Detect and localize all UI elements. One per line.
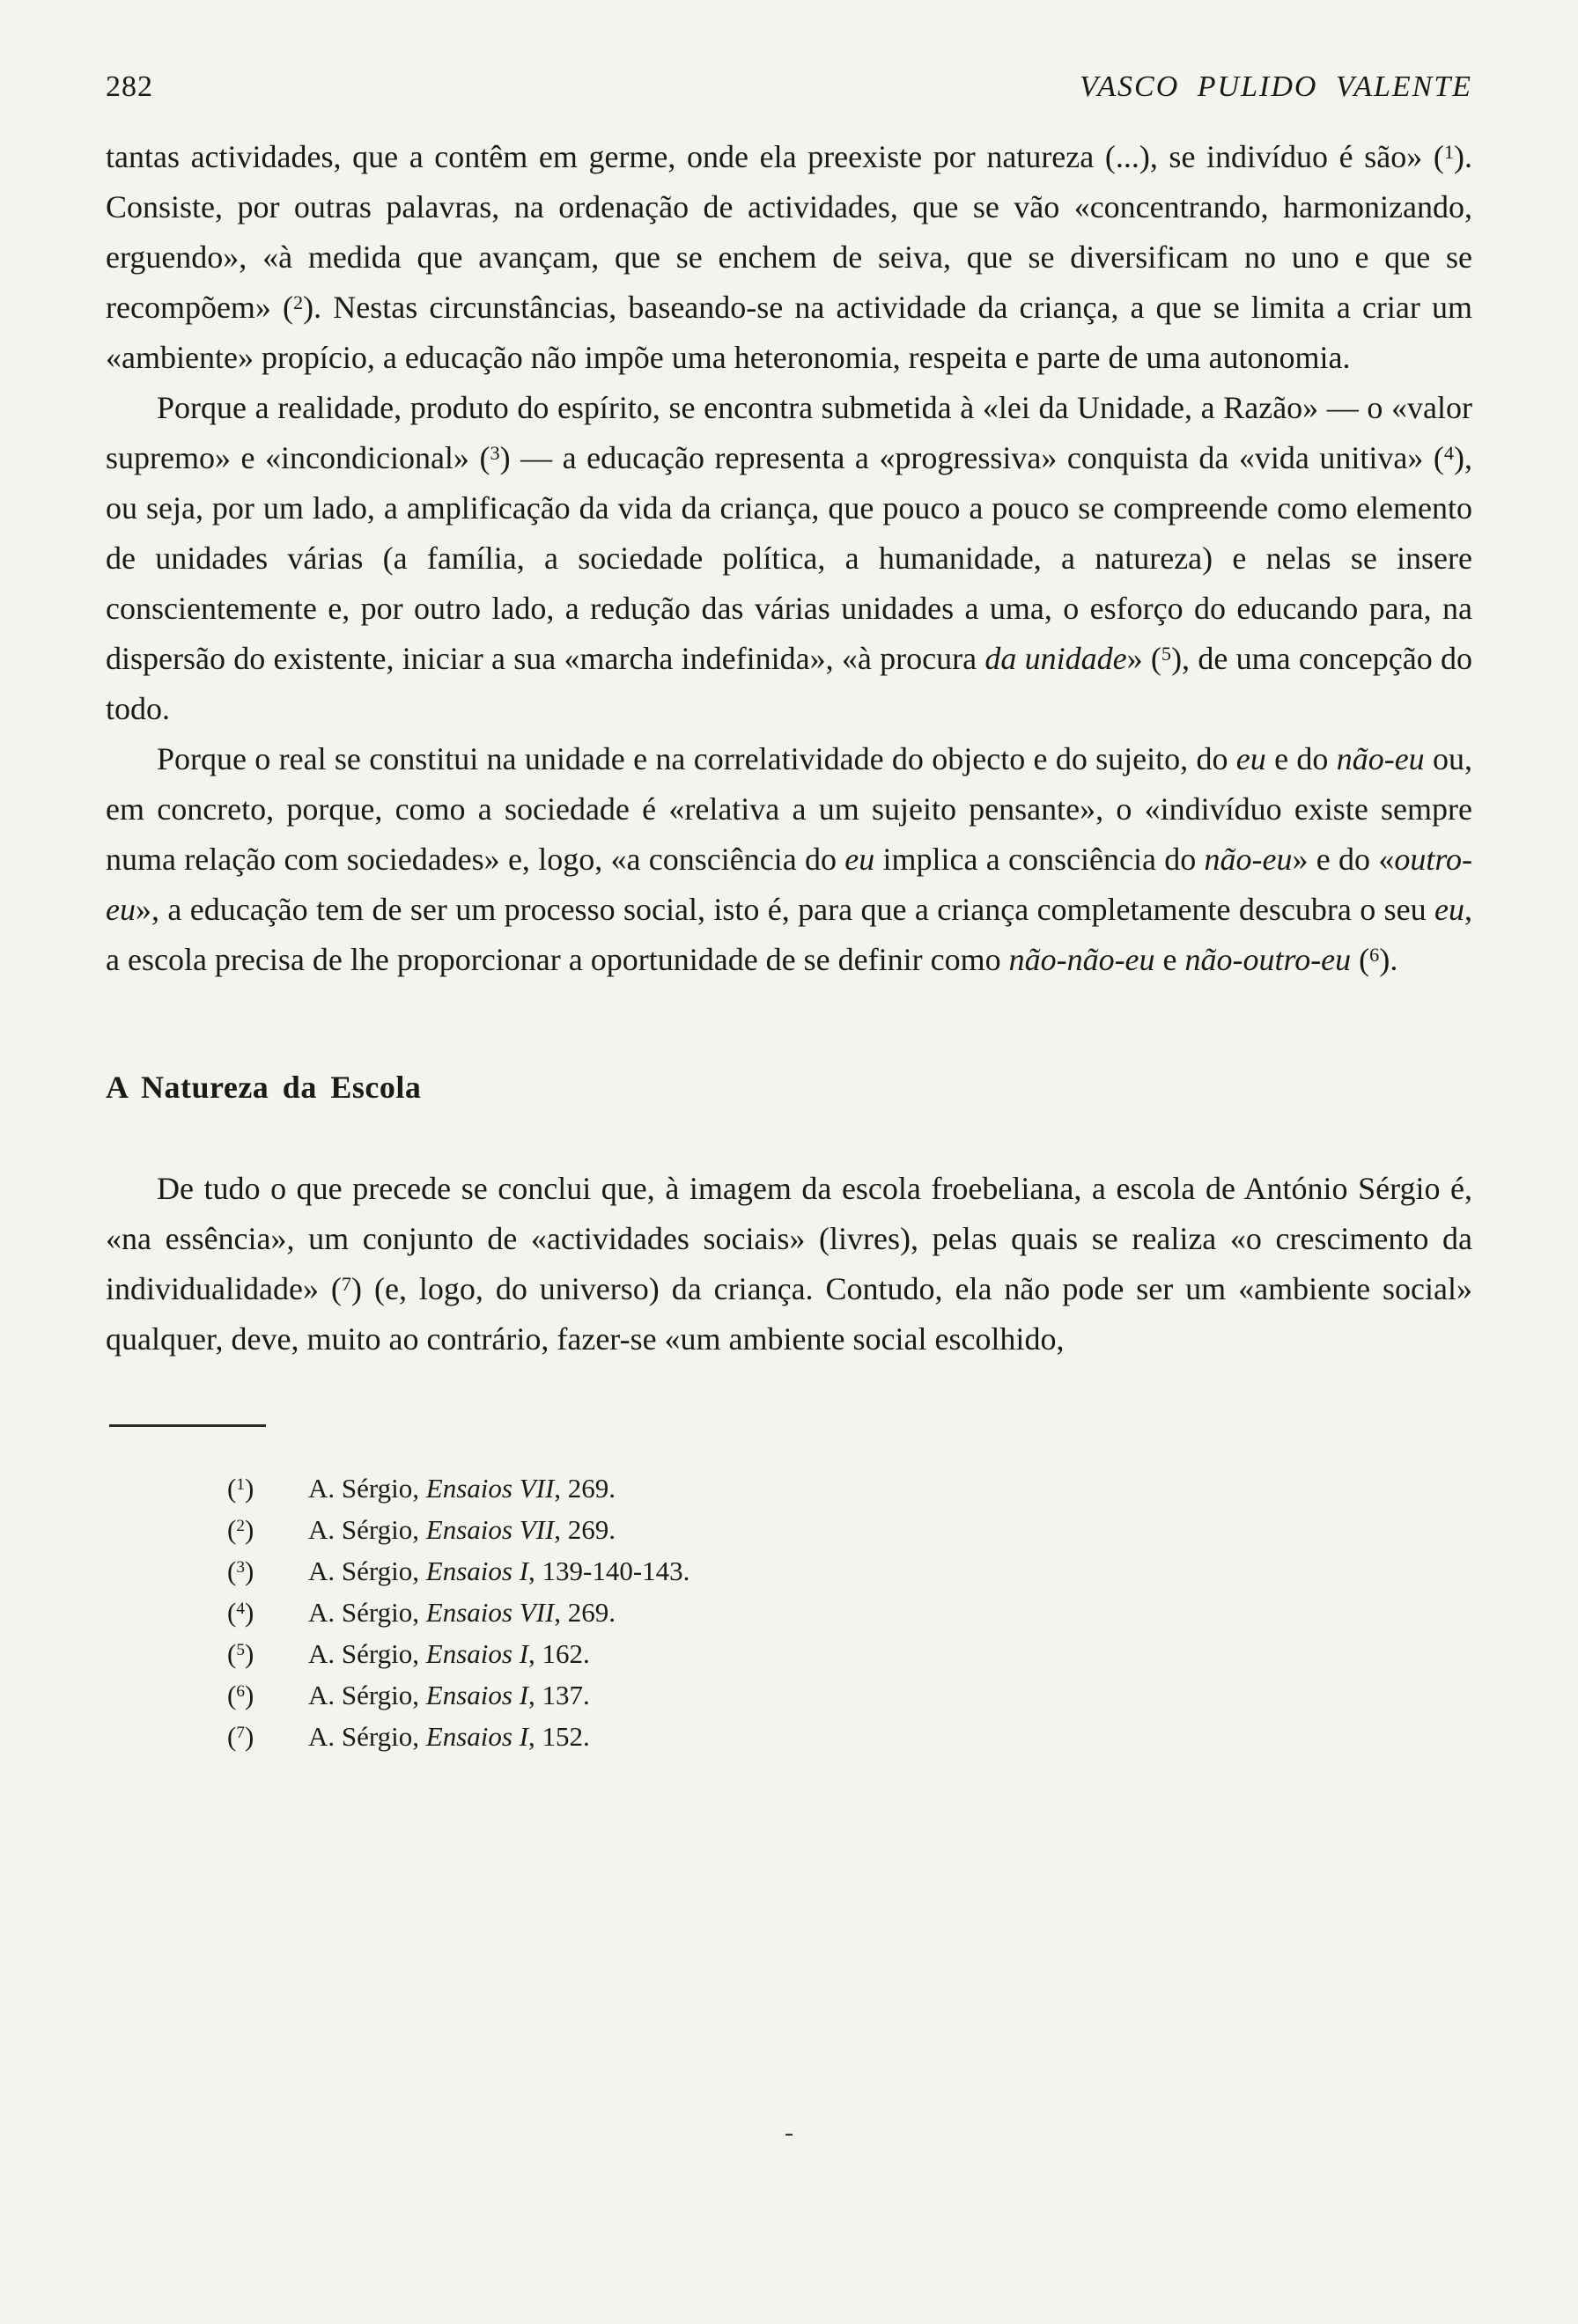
italic-run: eu — [1434, 892, 1464, 927]
text-run: ), ou seja, por um lado, a amplificação da vida da criança, que pouco a pouco se compreende como elemento de unidades várias (a família, a sociedade política, a humanidade, a natureza) e nelas se insere conscientemente e, por outro lado, a redução das várias unidades a uma, o esforço do educando para, na dispersão do existente, iniciar a sua «marcha indefinida», «à procura — [106, 440, 1472, 676]
text-run: » ( — [1126, 641, 1161, 676]
footnote-reference: 3 — [490, 441, 500, 464]
text-block — [106, 132, 1472, 1757]
text-run: », a educação tem de ser um processo social, isto é, para que a criança completamente descubra o seu — [135, 892, 1435, 927]
text-run: A. Sérgio, — [308, 1680, 426, 1710]
page-number: 282 — [106, 70, 153, 103]
text-run: e do — [1265, 741, 1337, 776]
footnote-marker-number: 5 — [236, 1641, 245, 1660]
italic-run: eu — [1235, 741, 1266, 776]
paragraph — [106, 1164, 1472, 1364]
paragraph — [106, 383, 1472, 734]
footnote-text — [308, 1592, 1472, 1633]
text-run: , 269. — [554, 1514, 616, 1545]
italic-run: Ensaios I — [425, 1680, 529, 1710]
bottom-center-mark: - — [785, 2118, 793, 2147]
italic-run: Ensaios VII — [425, 1514, 555, 1545]
footnote-area — [106, 1424, 1472, 1757]
footnote-marker: ($^6$) — [227, 1680, 254, 1710]
footnote-text — [308, 1467, 1472, 1509]
footnote-reference: 2 — [293, 290, 304, 313]
text-run: A. Sérgio, — [308, 1638, 426, 1669]
footnote-marker-number: 7 — [236, 1724, 245, 1743]
italic-run: Ensaios I — [425, 1721, 529, 1752]
italic-run: Ensaios I — [425, 1638, 529, 1669]
footnote-text — [308, 1716, 1472, 1757]
text-run: ). Consiste, por outras palavras, na ordenação de actividades, que se vão «concentrando, harmonizando, erguendo», «à medida que avançam, que se enchem de seiva, que se diversificam no uno e que se recompõem» ( — [106, 139, 1472, 325]
text-run: ( — [1351, 942, 1370, 977]
italic-run: não-eu — [1336, 741, 1425, 776]
footnote-reference: 5 — [1161, 642, 1172, 665]
italic-run: outro-eu — [106, 842, 1472, 927]
footnote-marker-number: 4 — [236, 1600, 245, 1619]
footnote-text — [308, 1550, 1472, 1592]
footnote-marker: ($^5$) — [227, 1638, 254, 1669]
page-header — [106, 70, 1472, 104]
footnote-marker-number: 1 — [236, 1475, 245, 1495]
text-run: ). Nestas circunstâncias, baseando-se na actividade da criança, a que se limita a criar um «ambiente» propício, a educação não impõe uma heteronomia, respeita e parte de uma autonomia. — [106, 290, 1472, 375]
text-run: A. Sérgio, — [308, 1473, 426, 1504]
text-run: tantas actividades, que a contêm em germe, onde ela preexiste por natureza (...), se indivíduo é são» ( — [106, 139, 1444, 174]
text-run: implica a consciência do — [874, 842, 1205, 877]
footnote — [227, 1467, 1472, 1509]
text-run: » e do « — [1292, 842, 1395, 877]
italic-run: Ensaios I — [425, 1555, 529, 1586]
footnote-reference: 4 — [1443, 441, 1454, 464]
text-run: , 152. — [528, 1721, 590, 1752]
footnote — [227, 1592, 1472, 1633]
italic-run: da unidade — [984, 641, 1127, 676]
body-paragraphs-after-heading — [106, 1164, 1472, 1364]
footnotes-list — [106, 1467, 1472, 1757]
text-run: e — [1154, 942, 1185, 977]
footnote-reference: 6 — [1369, 943, 1380, 966]
text-run: ) (e, logo, do universo) da criança. Contudo, ela não pode ser um «ambiente social» qualquer, deve, muito ao contrário, fazer-se «um ambiente social escolhido, — [106, 1271, 1472, 1357]
footnote-marker-number: 3 — [236, 1558, 245, 1578]
text-run: A. Sérgio, — [308, 1555, 426, 1586]
text-run: Porque o real se constitui na unidade e na correlatividade do objecto e do sujeito, do — [157, 741, 1236, 776]
paragraph — [106, 734, 1472, 985]
italic-run: não-não-eu — [1008, 942, 1155, 977]
text-run: ) — a educação representa a «progressiva» conquista da «vida unitiva» ( — [499, 440, 1444, 475]
italic-run: Ensaios VII — [425, 1597, 555, 1628]
footnote-marker-number: 6 — [236, 1682, 245, 1702]
text-run: , 269. — [554, 1597, 616, 1628]
text-run: ). — [1379, 942, 1398, 977]
footnote — [227, 1674, 1472, 1716]
footnote — [227, 1633, 1472, 1674]
text-run: A. Sérgio, — [308, 1514, 426, 1545]
italic-run: não-eu — [1204, 842, 1293, 877]
text-run: A. Sérgio, — [308, 1721, 426, 1752]
footnote-reference: 7 — [341, 1272, 352, 1295]
text-run: , a escola precisa de lhe proporcionar a oportunidade de se definir como — [106, 892, 1472, 977]
footnote-text — [308, 1674, 1472, 1716]
footnote-rule — [109, 1424, 266, 1427]
text-run: , 139-140-143. — [528, 1555, 690, 1586]
text-run: ou, em concreto, porque, como a sociedade é «relativa a um sujeito pensante», o «indivíduo existe sempre numa relação com sociedades» e, logo, «a consciência do — [106, 741, 1473, 877]
footnote-marker: ($^4$) — [227, 1597, 254, 1628]
footnote-marker: ($^1$) — [227, 1473, 254, 1504]
footnote — [227, 1716, 1472, 1757]
footnote — [227, 1550, 1472, 1592]
paragraph — [106, 132, 1472, 383]
text-run: , 269. — [554, 1473, 616, 1504]
footnote-marker: ($^2$) — [227, 1514, 254, 1545]
footnote-marker-number: 2 — [236, 1517, 245, 1536]
running-title: VASCO PULIDO VALENTE — [1080, 70, 1472, 103]
text-run: A. Sérgio, — [308, 1597, 426, 1628]
text-run: Porque a realidade, produto do espírito, se encontra submetida à «lei da Unidade, a Razão» — o «valor supremo» e «incondicional» ( — [106, 390, 1472, 475]
body-paragraphs — [106, 132, 1472, 985]
footnote-text — [308, 1509, 1472, 1550]
footnote-marker: ($^7$) — [227, 1721, 254, 1752]
text-run: , 137. — [528, 1680, 590, 1710]
italic-run: não-outro-eu — [1184, 942, 1352, 977]
text-run: ), de uma concepção do todo. — [106, 641, 1472, 726]
text-run: De tudo o que precede se conclui que, à imagem da escola froebeliana, a escola de António Sérgio é, «na essência», um conjunto de «actividades sociais» (livres), pelas quais se realiza «o crescimento da individualidade» ( — [106, 1171, 1472, 1306]
text-run: , 162. — [528, 1638, 590, 1669]
footnote-text — [308, 1633, 1472, 1674]
footnote — [227, 1509, 1472, 1550]
italic-run: eu — [844, 842, 875, 877]
italic-run: Ensaios VII — [425, 1473, 555, 1504]
footnote-reference: 1 — [1443, 140, 1454, 163]
footnote-marker: ($^3$) — [227, 1555, 254, 1586]
section-heading: A Natureza da Escola — [106, 1070, 422, 1105]
